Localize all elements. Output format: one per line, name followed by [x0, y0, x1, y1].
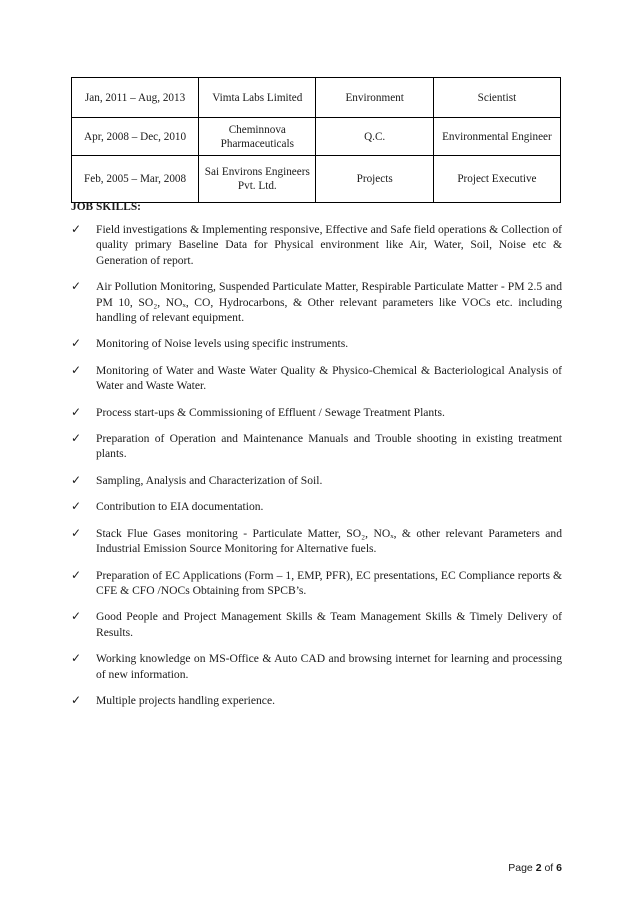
job-skills-heading: JOB SKILLS: — [71, 201, 141, 213]
table-row — [72, 78, 561, 118]
list-item — [71, 363, 562, 394]
skill-text: Monitoring of Noise levels using specific instruments. — [96, 337, 349, 351]
checkmark-icon: ✓ — [71, 404, 82, 419]
checkmark-icon: ✓ — [71, 499, 82, 514]
current-page-number: 2 — [535, 862, 542, 874]
checkmark-icon: ✓ — [71, 222, 82, 236]
skill-text: Preparation of EC Applications (Form – 1, EMP, PFR), EC presentations, EC Compliance reports & CFE & CFO /NOCs Obtaining from SPCB’s. — [96, 568, 562, 597]
checkmark-icon: ✓ — [71, 431, 82, 446]
department-cell: Projects — [316, 156, 433, 203]
designation-cell: Project Executive — [433, 156, 560, 203]
skill-text: Field investigations & Implementing responsive, Effective and Safe field operations & Collection of quality primary Baseline Data for Physical environment like Air, Water, Soil, Noise etc & Generation of report. — [96, 223, 562, 267]
skill-text: Good People and Project Management Skills & Team Management Skills & Timely Delivery of Results. — [96, 610, 562, 639]
total-pages-number: 6 — [556, 862, 562, 874]
list-item — [71, 405, 562, 420]
skill-text: Monitoring of Water and Waste Water Quality & Physico-Chemical & Bacteriological Analysis of Water and Waste Water. — [96, 363, 562, 393]
checkmark-icon: ✓ — [71, 567, 82, 582]
company-cell: Vimta Labs Limited — [199, 78, 316, 118]
skill-text: Sampling, Analysis and Characterization of Soil. — [96, 473, 323, 487]
skill-text: Stack Flue Gases monitoring - Particulate Matter, SO₂, NOₓ, & other relevant Parameters and Industrial Emission Source Monitoring for Alternative fuels. — [96, 526, 562, 556]
list-item — [71, 222, 562, 268]
period-cell: Apr, 2008 – Dec, 2010 — [72, 118, 199, 156]
checkmark-icon: ✓ — [71, 362, 82, 377]
skill-text: Air Pollution Monitoring, Suspended Particulate Matter, Respirable Particulate Matter - PM 2.5 and PM 10, SO₂, NOₓ, CO, Hydrocarbons, & Other relevant parameters like VOCs etc. including handling of relevant equipment. — [96, 280, 562, 325]
checkmark-icon: ✓ — [71, 609, 82, 624]
checkmark-icon: ✓ — [71, 651, 82, 666]
skill-text: Process start-ups & Commissioning of Effluent / Sewage Treatment Plants. — [96, 405, 445, 419]
skill-text: Preparation of Operation and Maintenance Manuals and Trouble shooting in existing treatment plants. — [96, 432, 562, 461]
department-cell: Environment — [316, 78, 433, 118]
checkmark-icon: ✓ — [71, 472, 82, 487]
company-cell: Cheminnova Pharmaceuticals — [199, 118, 316, 156]
skill-text: Multiple projects handling experience. — [96, 693, 276, 707]
checkmark-icon: ✓ — [71, 692, 82, 707]
list-item — [71, 473, 562, 488]
list-item — [71, 279, 562, 325]
checkmark-icon: ✓ — [71, 336, 82, 351]
table-row — [72, 156, 561, 203]
period-cell: Jan, 2011 – Aug, 2013 — [72, 78, 199, 118]
list-item — [71, 526, 562, 557]
list-item — [71, 568, 562, 599]
list-item — [71, 693, 562, 708]
table-row — [72, 118, 561, 156]
page-of-label: of — [544, 862, 554, 874]
list-item — [71, 609, 562, 640]
list-item — [71, 499, 562, 514]
page-footer — [508, 862, 562, 874]
checkmark-icon: ✓ — [71, 279, 82, 294]
list-item — [71, 336, 562, 351]
designation-cell: Environmental Engineer — [433, 118, 560, 156]
job-skills-list — [71, 222, 562, 719]
period-cell: Feb, 2005 – Mar, 2008 — [72, 156, 199, 203]
employment-table — [71, 77, 561, 203]
skill-text: Contribution to EIA documentation. — [96, 500, 264, 514]
company-cell: Sai Environs Engineers Pvt. Ltd. — [199, 156, 316, 203]
department-cell: Q.C. — [316, 118, 433, 156]
skill-text: Working knowledge on MS-Office & Auto CAD and browsing internet for learning and processing of new information. — [96, 652, 562, 681]
designation-cell: Scientist — [433, 78, 560, 118]
page-label: Page — [508, 862, 533, 874]
list-item — [71, 651, 562, 682]
checkmark-icon: ✓ — [71, 525, 82, 540]
list-item — [71, 431, 562, 462]
